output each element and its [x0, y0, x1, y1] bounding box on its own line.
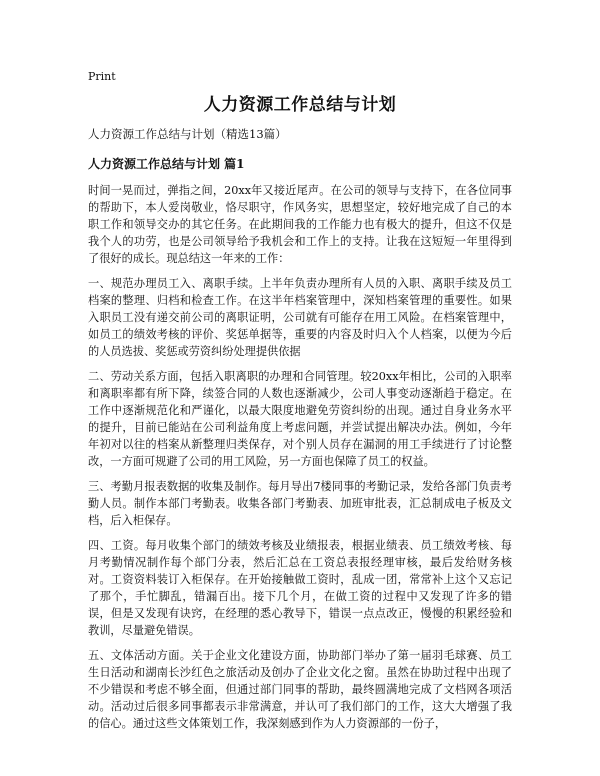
- document-subtitle: 人力资源工作总结与计划（精选13篇）: [88, 127, 287, 141]
- paragraph-activities: 五、文体活动方面。关于企业文化建设方面，协助部门举办了第一届羽毛球赛、员工生日活动和湖南长沙红色之旅活动及创办了企业文化之窗。虽然在协助过程中出现了不少错误和考虑不够全面，但通过部门同事的帮助，最终圆满地完成了文档网各项活动。活动过后很多同事都表示非常满意，并认可了我们部门的工作，这大大增强了我的信心。通过这些文体策划工作，我深刻感到作为人力资源部的一份子，: [88, 649, 512, 730]
- paragraph-onboarding: 一、规范办理员工入、离职手续。上半年负责办理所有人员的入职、离职手续及员工档案的整理、归档和检查工作。在这半年档案管理中，深知档案管理的重要性。如果入职员工没有递交前公司的离职证明，公司就有可能存在用工风险。在档案管理中，如员工的绩效考核的评价、奖惩单据等，重要的内容及时归入个人档案，以便为今后的人员选拔、奖惩或劳资纠纷处理提供依据: [88, 277, 512, 358]
- paragraph-payroll: 四、工资。每月收集个部门的绩效考核及业绩报表，根据业绩表、员工绩效考核、每月考勤情况制作每个部门分表，然后汇总在工资总表报经理审核，最后发给财务核对。工资资料装订入柜保存。在开始接触做工资时，乱成一团，常常补上这个又忘记了那个，手忙脚乱，错漏百出。接下几个月，在做工资的过程中又发现了许多的错误，但是又发现有诀窍，在经理的悉心教导下，错误一点点改正，慢慢的积累经验和教训，尽量避免错误。: [88, 539, 512, 637]
- section-heading: 人力资源工作总结与计划 篇1: [88, 157, 245, 171]
- paragraph-attendance: 三、考勤月报表数据的收集及制作。每月导出7楼同事的考勤记录，发给各部门负责考勤人员。制作本部门考勤表。收集各部门考勤表、加班审批表，汇总制成电子板及文档，后入柜保存。: [88, 480, 512, 527]
- paragraph-labor-relations: 二、劳动关系方面，包括入职离职的办理和合同管理。较20xx年相比，公司的入职率和离职率都有所下降，续签合同的人数也逐渐减少，公司人事变动逐渐趋于稳定。在工作中逐渐规范化和严谨化，以最大限度地避免劳资纠纷的出现。通过自身业务水平的提升，目前已能站在公司利益角度上考虑问题，并尝试提出解决办法。例如，今年年初对以往的档案从新整理归类保存，对个别人员存在漏洞的用工手续进行了讨论整改，一方面可规避了公司的用工风险，另一方面也保障了员工的权益。: [88, 370, 512, 468]
- page-title: 人力资源工作总结与计划: [203, 95, 397, 115]
- print-link[interactable]: Print: [88, 70, 116, 83]
- paragraph-intro: 时间一晃而过，弹指之间，20xx年又接近尾声。在公司的领导与支持下，在各位同事的帮助下，本人爱岗敬业，恪尽职守，作风务实，思想坚定，较好地完成了自己的本职工作和领导交办的其它任务。在此期间我的工作能力也有极大的提升，但这不仅是我个人的功劳，也是公司领导给予我机会和工作上的支持。让我在这短短一年里得到了很好的成长。现总结这一年来的工作：: [88, 184, 512, 265]
